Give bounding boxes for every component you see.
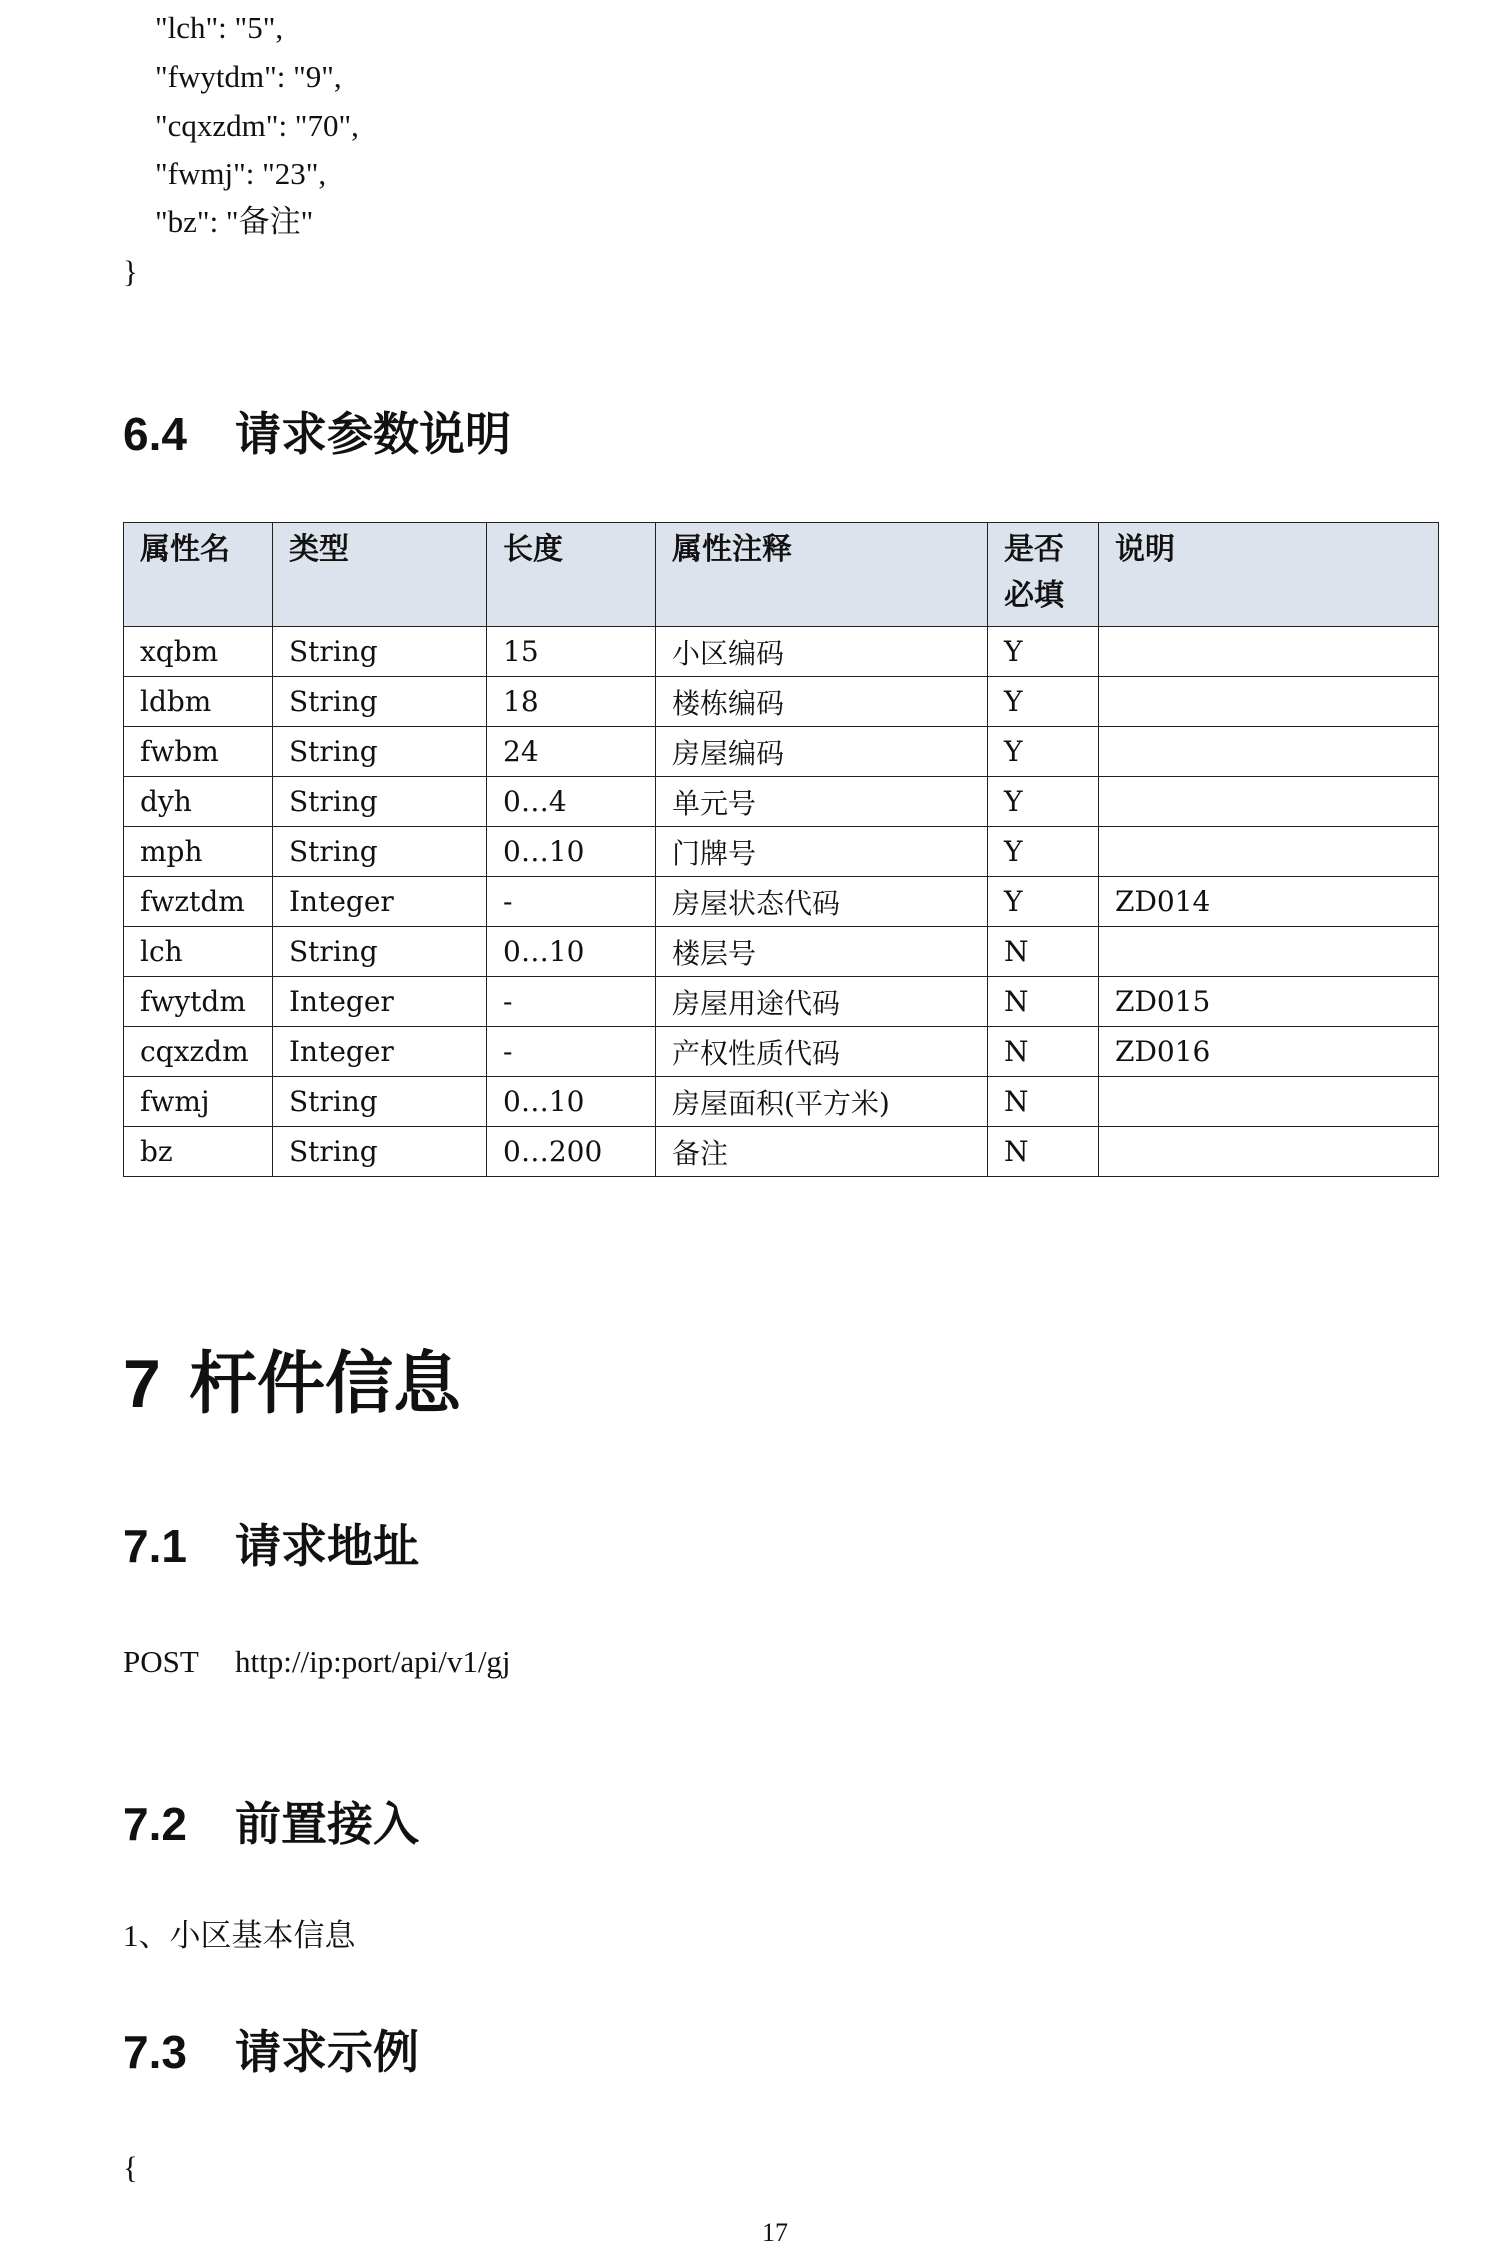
cell-length: 0…10 (487, 1077, 656, 1127)
cell-description (1099, 777, 1439, 827)
cell-type: String (273, 927, 487, 977)
cell-type: String (273, 627, 487, 677)
cell-comment: 房屋用途代码 (656, 977, 988, 1027)
table-row (124, 1127, 1439, 1177)
cell-description: ZD015 (1099, 977, 1439, 1027)
cell-attr-name: fwbm (124, 727, 273, 777)
table-header-row (124, 523, 1439, 627)
cell-description (1099, 927, 1439, 977)
request-address (123, 1642, 511, 1682)
cell-length: 0…10 (487, 927, 656, 977)
header-length: 长度 (487, 523, 656, 627)
cell-description: ZD014 (1099, 877, 1439, 927)
cell-description (1099, 827, 1439, 877)
section-number: 6.4 (123, 408, 187, 460)
cell-comment: 小区编码 (656, 627, 988, 677)
cell-required: N (988, 1127, 1099, 1177)
request-params-table (123, 522, 1439, 1177)
cell-required: Y (988, 677, 1099, 727)
header-comment: 属性注释 (656, 523, 988, 627)
section-heading-6-4 (123, 406, 511, 462)
cell-comment: 门牌号 (656, 827, 988, 877)
cell-type: String (273, 1077, 487, 1127)
cell-length: - (487, 977, 656, 1027)
table-row (124, 927, 1439, 977)
cell-type: Integer (273, 977, 487, 1027)
cell-required: N (988, 977, 1099, 1027)
code-open-brace: { (123, 2150, 138, 2185)
cell-length: 24 (487, 727, 656, 777)
cell-attr-name: fwytdm (124, 977, 273, 1027)
table-row (124, 777, 1439, 827)
cell-attr-name: mph (124, 827, 273, 877)
chapter-title: 杆件信息 (189, 1346, 462, 1422)
cell-required: Y (988, 877, 1099, 927)
prerequisite-item: 1、小区基本信息 (123, 1918, 356, 1953)
section-title: 请求地址 (235, 1520, 419, 1572)
chapter-number: 7 (123, 1346, 161, 1422)
cell-required: N (988, 1077, 1099, 1127)
cell-comment: 产权性质代码 (656, 1027, 988, 1077)
cell-length: - (487, 877, 656, 927)
cell-attr-name: dyh (124, 777, 273, 827)
cell-length: 0…10 (487, 827, 656, 877)
section-heading-7-1 (123, 1518, 419, 1574)
cell-description (1099, 1127, 1439, 1177)
cell-length: 0…200 (487, 1127, 656, 1177)
cell-type: String (273, 777, 487, 827)
section-title: 请求示例 (235, 2026, 419, 2078)
code-line-fwytdm: "fwytdm": "9", (155, 59, 342, 94)
section-number: 7.2 (123, 1798, 187, 1850)
request-url: http://ip:port/api/v1/gj (235, 1644, 511, 1679)
cell-type: Integer (273, 877, 487, 927)
cell-length: - (487, 1027, 656, 1077)
cell-length: 18 (487, 677, 656, 727)
page-number: 17 (762, 2218, 788, 2247)
cell-length: 15 (487, 627, 656, 677)
cell-comment: 单元号 (656, 777, 988, 827)
table-row (124, 727, 1439, 777)
cell-required: N (988, 927, 1099, 977)
cell-type: String (273, 1127, 487, 1177)
cell-length: 0…4 (487, 777, 656, 827)
cell-type: String (273, 827, 487, 877)
cell-attr-name: cqxzdm (124, 1027, 273, 1077)
cell-type: String (273, 677, 487, 727)
table-row (124, 627, 1439, 677)
code-line-cqxzdm: "cqxzdm": "70", (155, 108, 359, 143)
cell-comment: 楼层号 (656, 927, 988, 977)
cell-attr-name: ldbm (124, 677, 273, 727)
cell-comment: 房屋状态代码 (656, 877, 988, 927)
cell-attr-name: fwztdm (124, 877, 273, 927)
cell-description (1099, 727, 1439, 777)
header-type: 类型 (273, 523, 487, 627)
cell-comment: 房屋面积(平方米) (656, 1077, 988, 1127)
section-heading-7-2 (123, 1796, 419, 1852)
cell-type: Integer (273, 1027, 487, 1077)
section-heading-7-3 (123, 2024, 419, 2080)
code-close-brace: } (123, 254, 138, 289)
table-row (124, 1077, 1439, 1127)
cell-description (1099, 1077, 1439, 1127)
cell-comment: 楼栋编码 (656, 677, 988, 727)
table-row (124, 977, 1439, 1027)
section-title: 前置接入 (235, 1798, 419, 1850)
header-attr-name: 属性名 (124, 523, 273, 627)
cell-type: String (273, 727, 487, 777)
cell-required: Y (988, 727, 1099, 777)
table-row (124, 677, 1439, 727)
cell-attr-name: xqbm (124, 627, 273, 677)
header-description: 说明 (1099, 523, 1439, 627)
table-row (124, 827, 1439, 877)
code-line-fwmj: "fwmj": "23", (155, 156, 327, 191)
cell-comment: 房屋编码 (656, 727, 988, 777)
cell-required: Y (988, 827, 1099, 877)
cell-required: N (988, 1027, 1099, 1077)
code-line-bz: "bz": "备注" (155, 204, 314, 239)
section-number: 7.3 (123, 2026, 187, 2078)
cell-required: Y (988, 627, 1099, 677)
cell-description: ZD016 (1099, 1027, 1439, 1077)
cell-attr-name: bz (124, 1127, 273, 1177)
http-method: POST (123, 1644, 199, 1679)
section-title: 请求参数说明 (235, 408, 511, 460)
cell-attr-name: fwmj (124, 1077, 273, 1127)
chapter-heading-7 (123, 1344, 461, 1424)
cell-attr-name: lch (124, 927, 273, 977)
header-required: 是否必填 (988, 523, 1099, 627)
cell-description (1099, 627, 1439, 677)
table-row (124, 1027, 1439, 1077)
code-line-lch: "lch": "5", (155, 10, 284, 45)
cell-description (1099, 677, 1439, 727)
cell-comment: 备注 (656, 1127, 988, 1177)
table-row (124, 877, 1439, 927)
section-number: 7.1 (123, 1520, 187, 1572)
cell-required: Y (988, 777, 1099, 827)
